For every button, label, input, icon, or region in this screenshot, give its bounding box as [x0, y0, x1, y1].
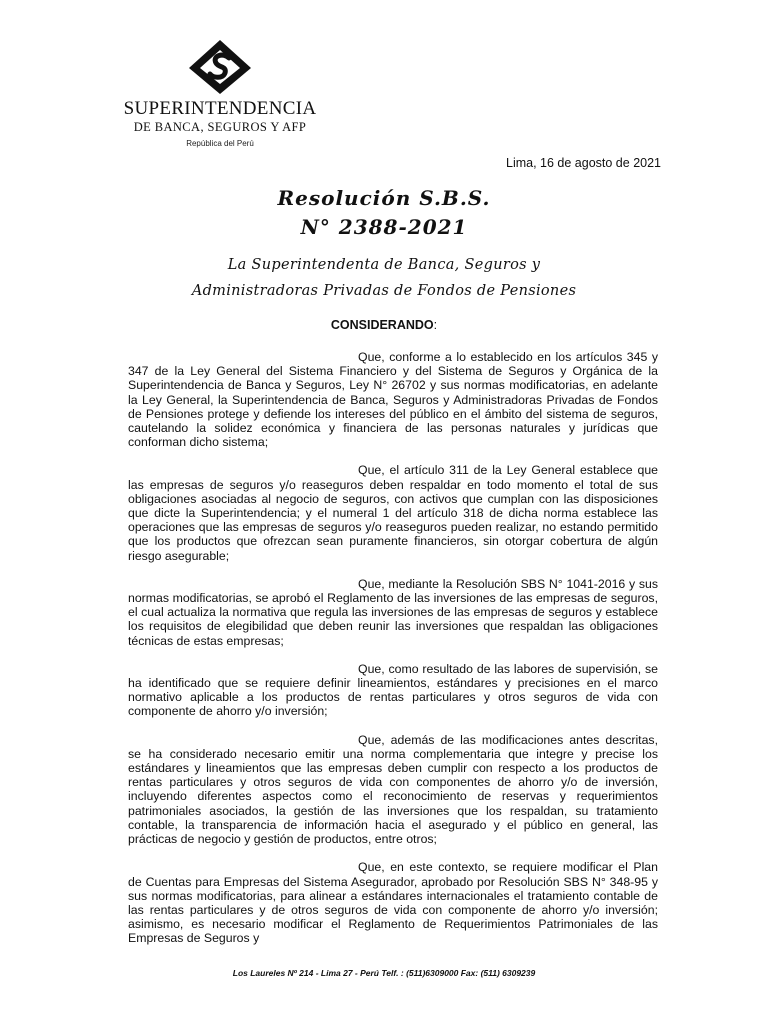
paragraph: Que, además de las modificaciones antes descritas, se ha considerado necesario emitir una norma complementaria que integre y precise los estándares y lineamientos que las empresas deben cumplir con respecto a los productos de rentas particulares y otros seguros de vida con componentes de ahorro y/o de inversión, incluyendo diferentes aspectos como el reconocimiento de reservas y requerimientos patrimoniales asociados, la gestión de las inversiones que los respaldan, su tratamiento contable, la transparencia de información hacia el asegurado y el público en general, las prácticas de negocio y gestión de productos, entre otros; [128, 732, 658, 847]
paragraph: Que, conforme a lo establecido en los artículos 345 y 347 de la Ley General del Sistema Financiero y del Sistema de Seguros y Orgánica de la Superintendencia de Banca y Seguros, Ley N° 26702 y sus normas modificatorias, en adelante la Ley General, la Superintendencia de Banca, Seguros y Administradoras Privadas de Fondos de Pensiones protege y defiende los intereses del público en el ámbito del sistema de seguros, cautelando la solidez económica y financiera de las personas naturales y jurídicas que conforman dicho sistema; [128, 350, 658, 450]
authority-line-2: Administradoras Privadas de Fondos de Pensiones [191, 283, 577, 299]
resolution-title: Resolución S.B.S. [277, 186, 491, 210]
footer-address: Los Laureles Nº 214 - Lima 27 - Perú Telf. : (511)6309000 Fax: (511) 6309239 [232, 968, 536, 978]
document-body [128, 350, 658, 960]
paragraph: Que, mediante la Resolución SBS N° 1041-2016 y sus normas modificatorias, se aprobó el Reglamento de las inversiones de las empresas de seguros, el cual actualiza la normativa que regula las inversiones de las empresas de seguros y establece los requisitos de elegibilidad que deben reunir las inversiones que respaldan las obligaciones técnicas de estas empresas; [128, 576, 658, 648]
considerando-label: CONSIDERANDO [330, 318, 434, 332]
considerando-heading [0, 318, 768, 332]
document-date: Lima, 16 de agosto de 2021 [506, 156, 661, 170]
paragraph: Que, en este contexto, se requiere modificar el Plan de Cuentas para Empresas del Sistema Asegurador, aprobado por Resolución SBS N° 348-95 y sus normas modificatorias, para alinear a estándares internacionales el tratamiento contable de las rentas particulares y de otros seguros de vida con componente de ahorro y/o inversión; asimismo, es necesario modificar el Reglamento de Requerimientos Patrimoniales de las Empresas de Seguros y [128, 860, 658, 946]
authority-line-1: La Superintendenta de Banca, Seguros y [227, 257, 541, 273]
paragraph: Que, el artículo 311 de la Ley General establece que las empresas de seguros y/o reaseguros deben respaldar en todo momento el total de sus obligaciones asociadas al negocio de seguros, con activos que cumplan con las disposiciones que dicte la Superintendencia; y el numeral 1 del artículo 318 de dicha norma establece las operaciones que las empresas de seguros y/o reaseguros pueden realizar, no estando permitido que los productos que ofrezcan sean puramente financieros, sin otorgar cobertura de algún riesgo asegurable; [128, 463, 658, 563]
considerando-colon: : [433, 318, 438, 332]
org-country: República del Perú [186, 139, 254, 148]
org-subtitle: DE BANCA, SEGUROS Y AFP [133, 120, 307, 134]
sbs-logo [122, 38, 318, 148]
sbs-diamond-logo-icon [185, 38, 255, 96]
paragraph: Que, como resultado de las labores de supervisión, se ha identificado que se requiere definir lineamientos, estándares y precisiones en el marco normativo aplicable a los productos de rentas particulares y otros seguros de vida con componente de ahorro y/o inversión; [128, 661, 658, 719]
org-name: SUPERINTENDENCIA [123, 98, 317, 119]
resolution-number: N° 2388-2021 [300, 215, 468, 239]
